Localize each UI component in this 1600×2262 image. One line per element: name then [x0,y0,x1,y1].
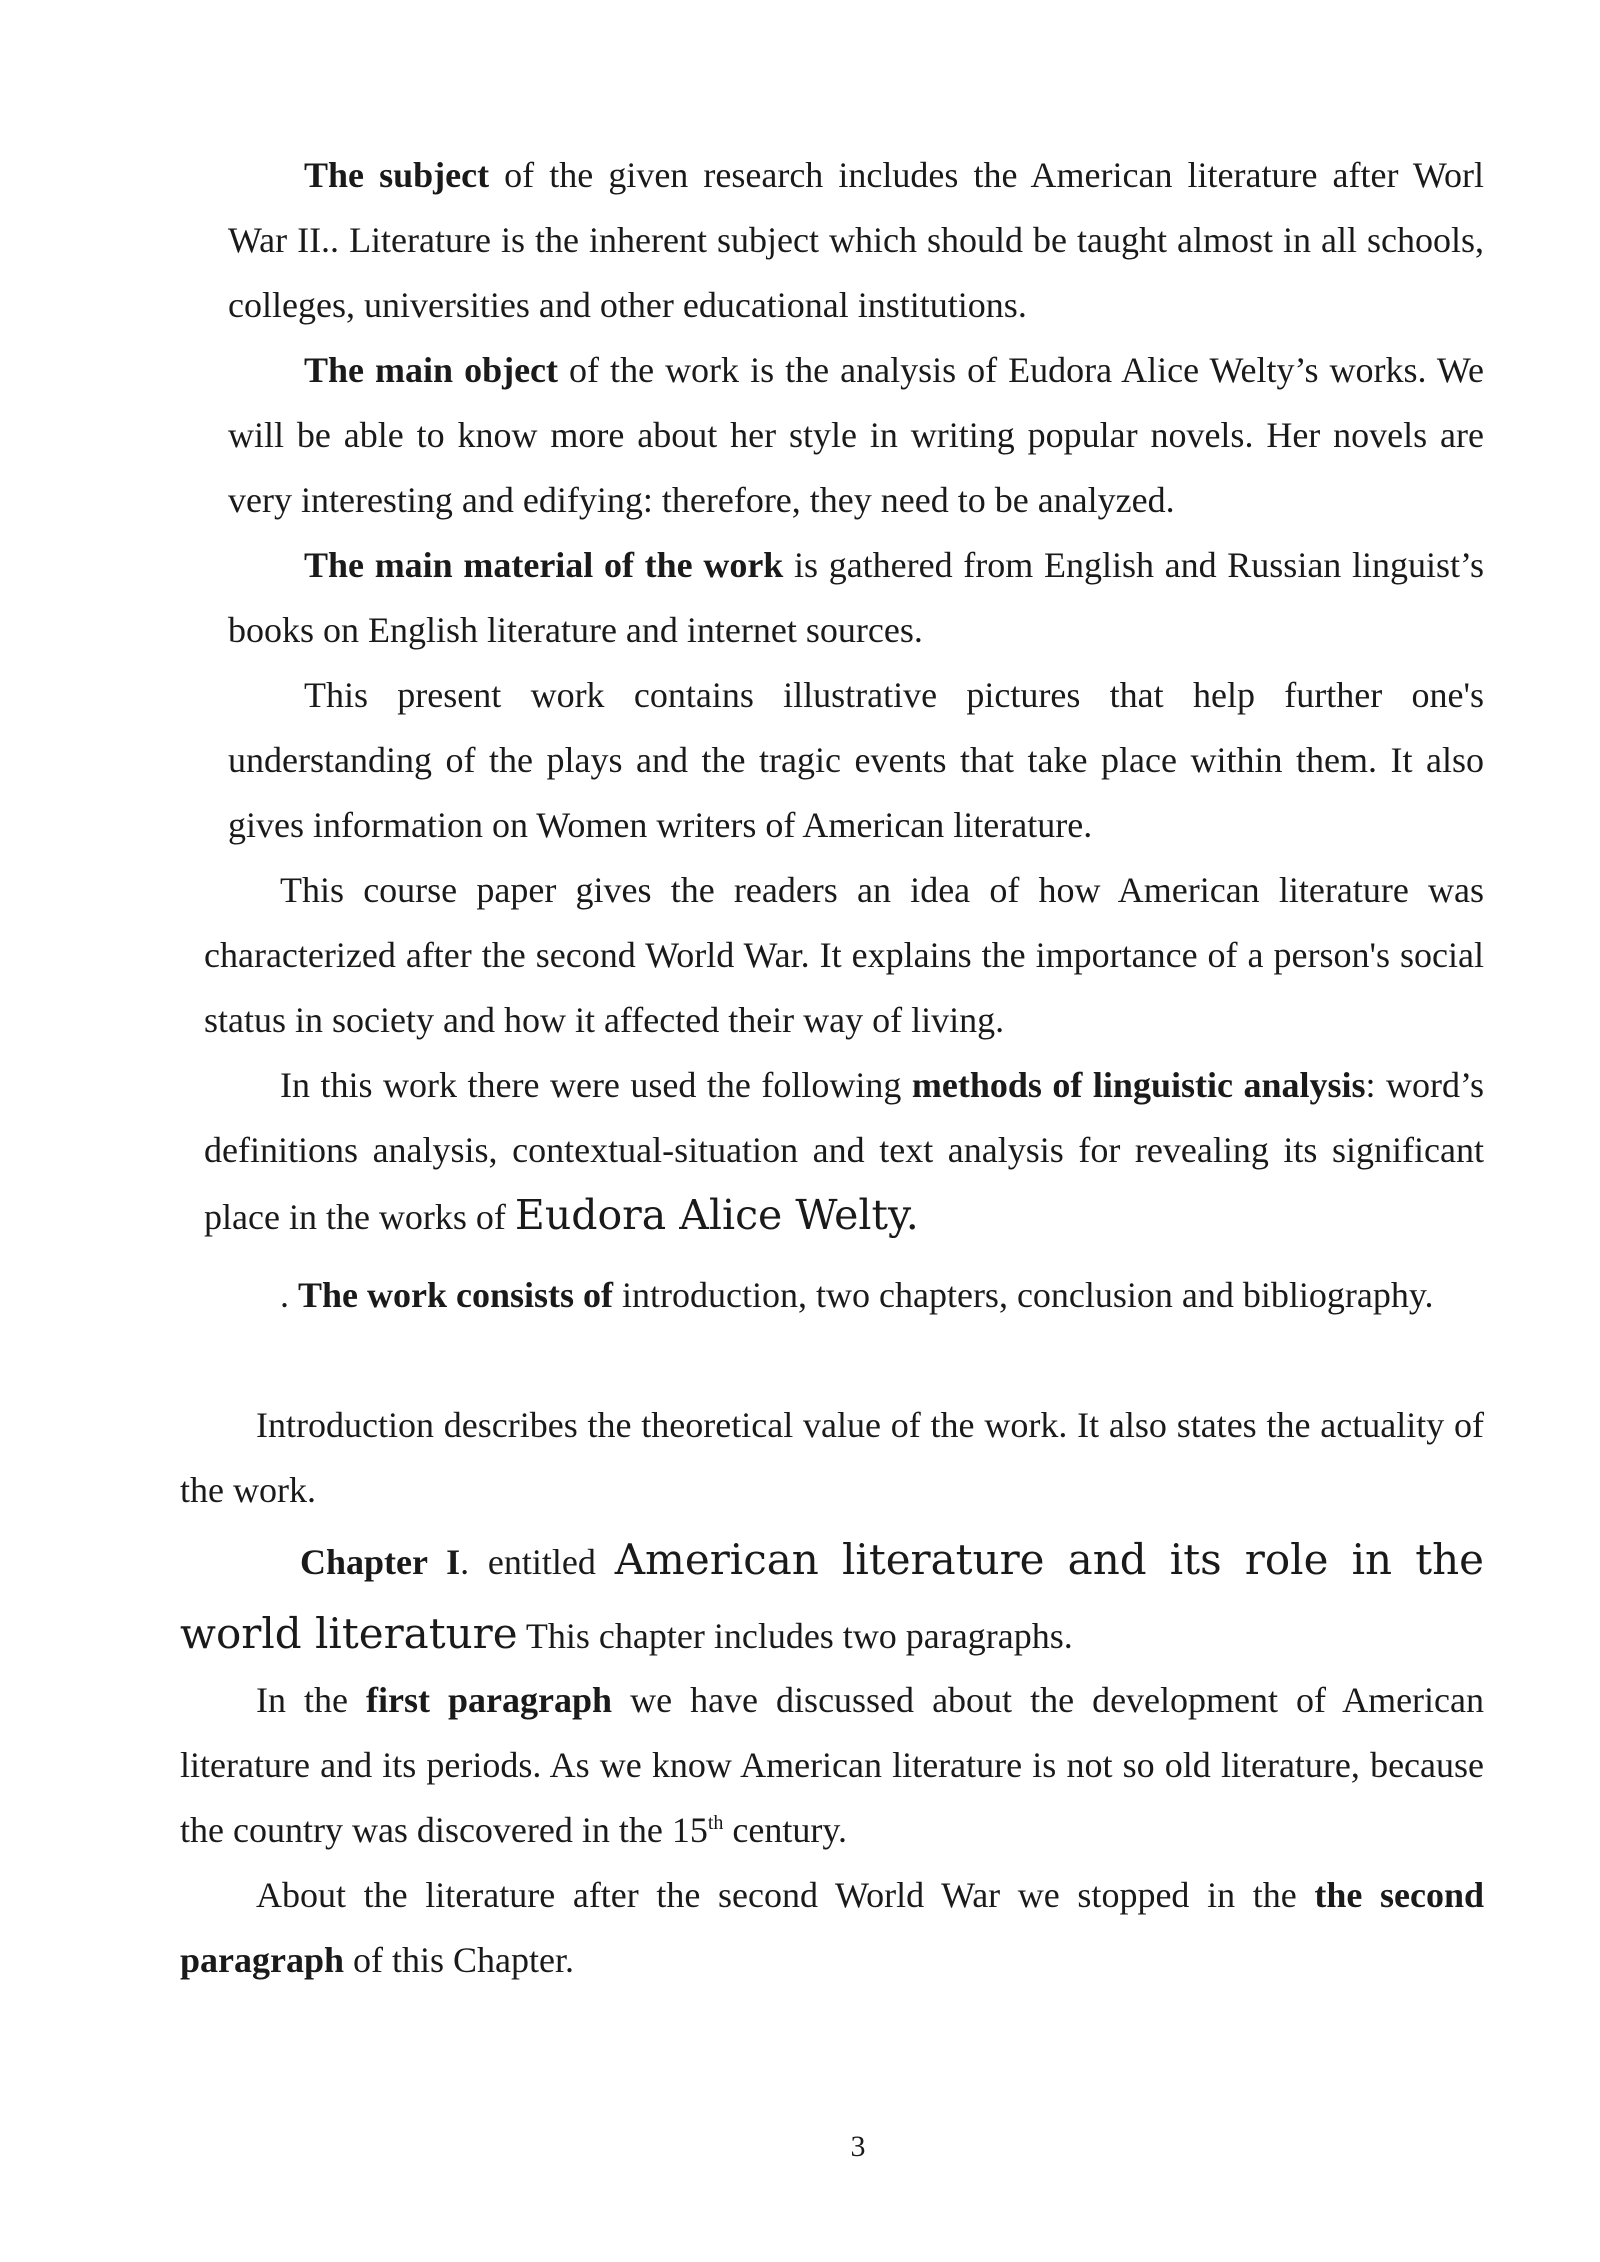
bold-term: The subject [304,155,490,195]
paragraph-introduction [180,1393,1484,1523]
paragraph-first [180,1668,1484,1863]
chapter-title: American literature and its role in the world literature [180,1535,1484,1658]
bold-term: The work consists of [298,1275,614,1315]
bold-term: Chapter I [300,1542,461,1582]
paragraph-second [180,1863,1484,1993]
paragraph-text: Introduction describes the theoretical value of the work. It also states the actuality of the work. [180,1405,1484,1510]
paragraph-text: In this work there were used the following [280,1065,912,1105]
paragraph-subject [228,143,1484,338]
page-number: 3 [850,2130,866,2163]
author-name: Eudora Alice Welty. [514,1191,919,1239]
paragraph-structure [204,1263,1484,1328]
paragraph-text: This chapter includes two paragraphs. [517,1616,1073,1656]
paragraph-text: introduction, two chapters, conclusion and bibliography. [613,1275,1434,1315]
paragraph-text: of the given research includes the American literature after Worl War II.. Literature is the inherent subject which should be taught almost in all schools, colleges, universities and other educational institutions. [228,155,1485,325]
paragraph-text: About the literature after the second World War we stopped in the [256,1875,1315,1915]
superscript: th [707,1812,724,1834]
paragraph-main-material [228,533,1484,663]
paragraph-text: This course paper gives the readers an idea of how American literature was characterized after the second World War. It explains the importance of a person's social status in society and how it affected their way of living. [204,870,1484,1040]
paragraph-illustrations [228,663,1484,858]
paragraph-course-paper [204,858,1484,1053]
paragraph-text: of this Chapter. [344,1940,575,1980]
paragraph-text: we have discussed about the development of American literature and its periods. As we know American literature is not so old literature, because the country was discovered in the 15 [180,1680,1484,1850]
paragraph-text: century. [723,1810,848,1850]
bold-term: The main object [304,350,559,390]
paragraph-text: In the [256,1680,367,1720]
paragraph-methods [204,1053,1484,1250]
paragraph-text: of the work is the analysis of Eudora Alice Welty’s works. We will be able to know more about her style in writing popular novels. Her novels are very interesting and edifying: therefore, they need to be analyzed. [228,350,1484,520]
paragraph-text: : word’s definitions analysis, contextual-situation and text analysis for revealing its significant place in the works of [204,1065,1485,1237]
bold-term: first paragraph [366,1680,613,1720]
paragraph-text: This present work contains illustrative pictures that help further one's understanding of the plays and the tragic events that take place within them. It also gives information on Women writers of American literature. [228,675,1484,845]
paragraph-text: is gathered from English and Russian linguist’s books on English literature and internet sources. [228,545,1484,650]
bold-term: the second paragraph [180,1875,1484,1980]
paragraph-main-object [228,338,1484,533]
paragraph-prefix: . [280,1275,298,1315]
bold-term: methods of linguistic analysis [911,1065,1366,1105]
bold-term: The main material of the work [304,545,784,585]
paragraph-chapter-one [180,1524,1484,1672]
paragraph-text: . entitled [460,1542,615,1582]
